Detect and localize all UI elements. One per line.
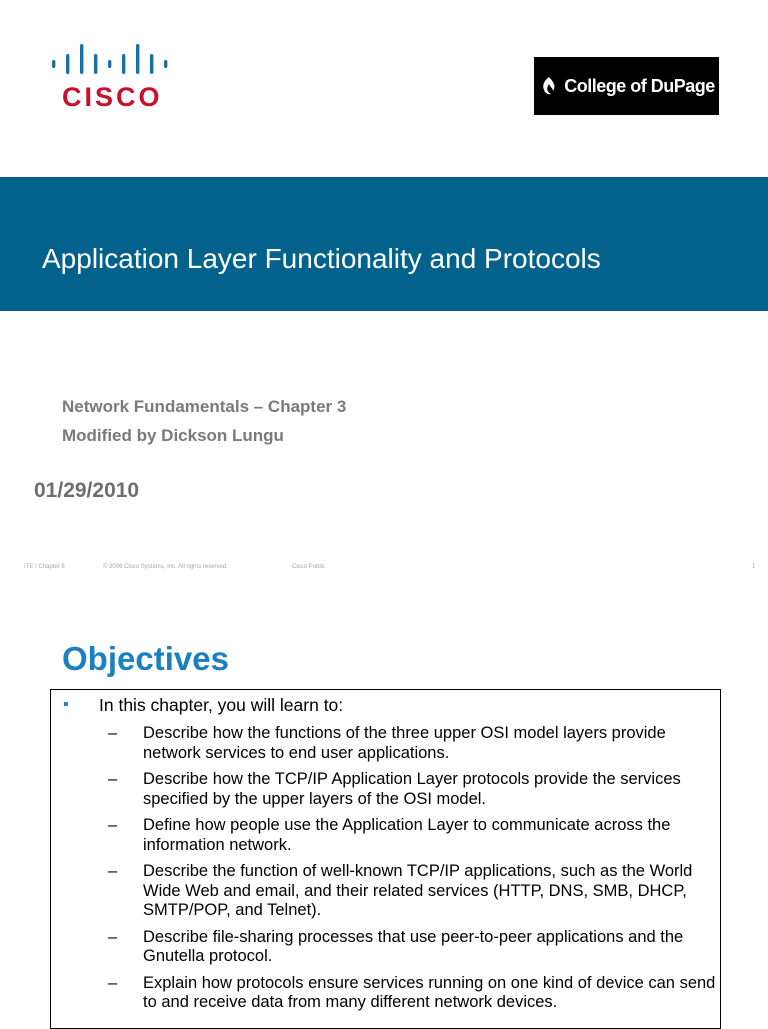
list-item-text: Describe file-sharing processes that use peer-to-peer applications and the Gnutella protocol. [143, 927, 684, 965]
list-item-text: Describe how the functions of the three upper OSI model layers provide network services to end user applications. [143, 724, 666, 762]
cisco-logo [52, 44, 172, 112]
footer-page-number: 1 [752, 564, 756, 570]
dash-icon: – [108, 862, 118, 880]
list-item-text: Explain how protocols ensure services running on one kind of device can send to and receive data from many different network devices. [143, 973, 716, 1011]
main-bullet-text: In this chapter, you will learn to: [99, 695, 344, 715]
dash-icon: – [108, 973, 118, 992]
slide-title: Application Layer Functionality and Protocols [42, 243, 601, 274]
dash-icon: – [108, 770, 118, 788]
objectives-list [108, 724, 718, 1020]
objectives-box [50, 689, 721, 1029]
subtitle-course: Network Fundamentals – Chapter 3 [62, 397, 347, 416]
college-name: College of DuPage [564, 75, 715, 96]
subtitle-author: Modified by Dickson Lungu [62, 426, 284, 445]
dash-icon: – [108, 927, 118, 946]
footer-classification: Cisco Public [292, 564, 326, 570]
list-item-text: Define how people use the Application Layer to communicate across the information network. [143, 816, 671, 854]
dash-icon: – [108, 816, 118, 834]
list-item [108, 816, 718, 855]
list-item [108, 770, 718, 809]
list-item [108, 928, 718, 967]
college-of-dupage-logo [534, 57, 719, 115]
dash-icon: – [108, 724, 118, 742]
footer-chapter: ITE I Chapter 6 [24, 564, 65, 570]
footer-copyright: © 2006 Cisco Systems, Inc. All rights reserved. [103, 564, 228, 570]
college-flame-icon [538, 75, 560, 97]
list-item [108, 862, 718, 921]
slide-date: 01/29/2010 [34, 479, 140, 502]
slide-divider [0, 590, 768, 591]
list-item-text: Describe how the TCP/IP Application Layer protocols provide the services specified by the upper layers of the OSI model. [143, 770, 681, 808]
cisco-wordmark: CISCO [62, 82, 163, 112]
bullet-square-icon: ▪ [63, 696, 69, 713]
cisco-bars-icon [52, 44, 172, 74]
objectives-title: Objectives [62, 640, 229, 677]
list-item [108, 724, 718, 763]
list-item [108, 974, 718, 1013]
list-item-text: Describe the function of well-known TCP/IP applications, such as the World Wide Web and email, and their related services (HTTP, DNS, SMB, DHCP, SMTP/POP, and Telnet). [143, 862, 693, 919]
main-bullet [63, 694, 343, 716]
